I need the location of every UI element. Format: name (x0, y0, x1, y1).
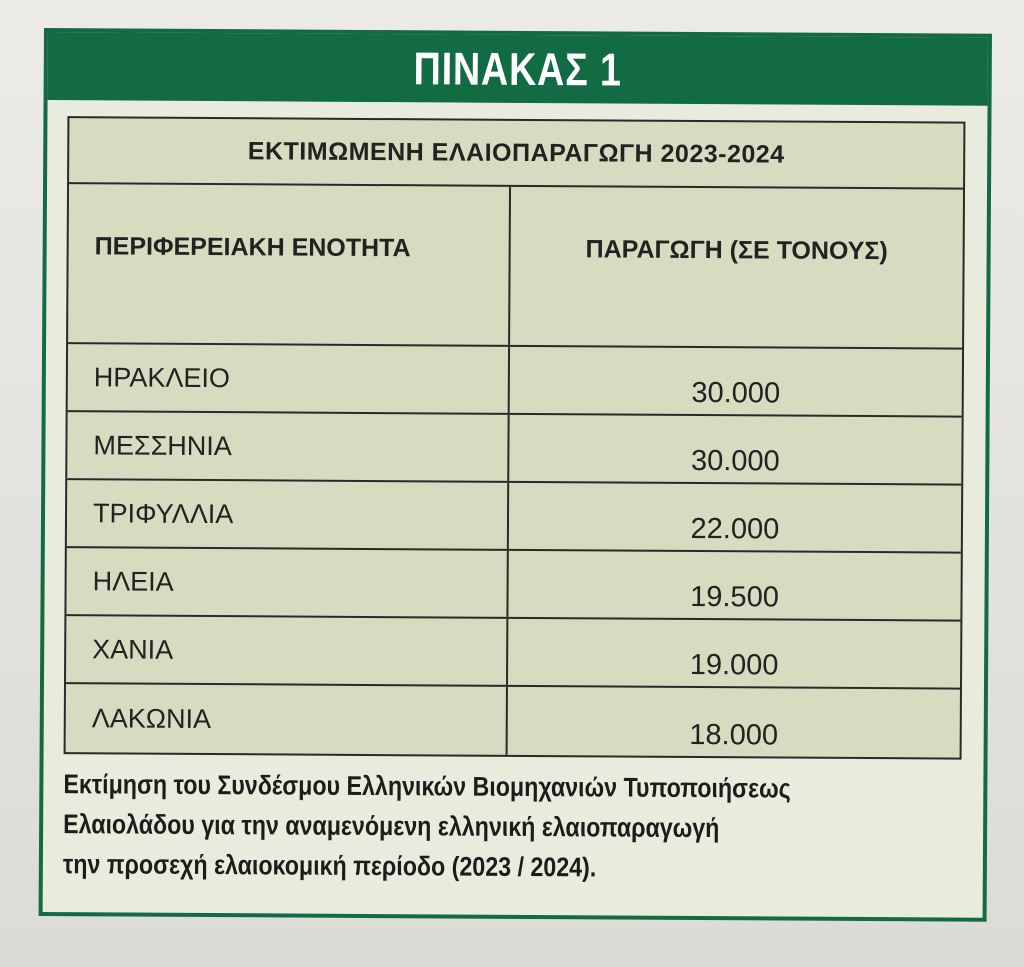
table-row (66, 684, 960, 757)
production-cell: 18.000 (689, 718, 779, 752)
title-bar (48, 32, 988, 106)
production-cell: 30.000 (691, 376, 781, 410)
table-caption (63, 764, 821, 889)
table-row (67, 480, 961, 553)
caption-line: την προσεχή ελαιοκομική περίοδο (2023 / 2024). (62, 849, 597, 883)
production-cell: 30.000 (690, 444, 780, 478)
table-heading: ΕΚΤΙΜΩΜΕΝΗ ΕΛΑΙΟΠΑΡΑΓΩΓΗ 2023-2024 (69, 118, 963, 189)
table-row (67, 412, 961, 485)
table-row (66, 548, 960, 621)
production-cell: 22.000 (690, 512, 780, 546)
region-cell: ΜΕΣΣΗΝΙΑ (67, 412, 509, 481)
production-cell: 19.000 (689, 648, 779, 682)
column-header-region: ΠΕΡΙΦΕΡΕΙΑΚΗ ΕΝΟΤΗΤΑ (68, 184, 511, 345)
table-row (66, 616, 960, 689)
caption-line: Ελαιολάδου για την αναμενόμενη ελληνική ελαιοπαραγωγή (63, 809, 720, 844)
column-header-production: ΠΑΡΑΓΩΓΗ (ΣΕ ΤΟΝΟΥΣ) (585, 235, 888, 266)
page-title: ΠΙΝΑΚΑΣ 1 (413, 42, 622, 96)
region-cell: ΤΡΙΦΥΛΛΙΑ (67, 480, 509, 549)
region-cell: ΗΛΕΙΑ (66, 548, 508, 617)
table-frame (39, 28, 992, 922)
region-cell: ΗΡΑΚΛΕΙΟ (68, 344, 510, 413)
caption-line: Εκτίμηση του Συνδέσμου Ελληνικών Βιομηχανιών Τυποποιήσεως (63, 769, 791, 804)
region-cell: ΛΑΚΩΝΙΑ (66, 684, 508, 755)
table-row (68, 344, 962, 417)
table-body (66, 344, 962, 757)
production-table (64, 116, 966, 759)
region-cell: ΧΑΝΙΑ (66, 616, 508, 685)
production-cell: 19.500 (690, 580, 779, 614)
column-header-row (68, 184, 963, 349)
